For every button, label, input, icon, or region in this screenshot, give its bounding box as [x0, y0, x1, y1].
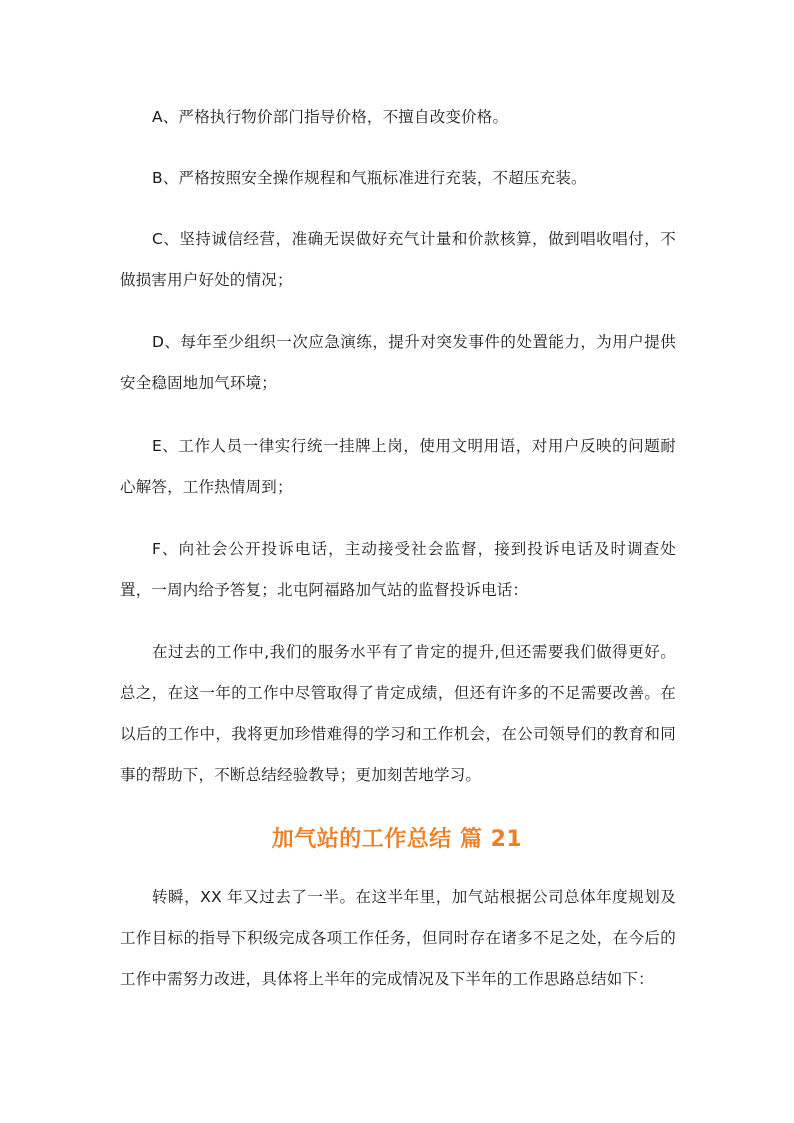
paragraph-item-e: E、工作人员一律实行统一挂牌上岗，使用文明用语，对用户反映的问题耐心解答，工作热情周到；	[120, 437, 676, 496]
paragraph-item-f: F、向社会公开投诉电话，主动接受社会监督，接到投诉电话及时调查处置，一周内给予答复；北屯阿福路加气站的监督投诉电话：	[120, 540, 676, 599]
paragraph-item-d: D、每年至少组织一次应急演练，提升对突发事件的处置能力，为用户提供安全稳固地加气环境；	[120, 333, 676, 392]
paragraph-item-c: C、坚持诚信经营，准确无误做好充气计量和价款核算，做到唱收唱付，不做损害用户好处的情况；	[120, 230, 676, 289]
paragraph-item-a: A、严格执行物价部门指导价格，不擅自改变价格。	[152, 108, 509, 126]
section-heading: 加气站的工作总结 篇 21	[271, 827, 523, 852]
paragraph-intro: 转瞬，XX 年又过去了一半。在这半年里，加气站根据公司总体年度规划及工作目标的指导下积级完成各项工作任务，但同时存在诸多不足之处，在今后的工作中需努力改进，具体将上半年的完成情况及下半年的工作思路总结如下：	[120, 888, 676, 988]
paragraph-item-b: B、严格按照安全操作规程和气瓶标准进行充装，不超压充装。	[152, 169, 587, 187]
paragraph-summary: 在过去的工作中,我们的服务水平有了肯定的提升,但还需要我们做得更好。总之，在这一年的工作中尽管取得了肯定成绩，但还有许多的不足需要改善。在以后的工作中，我将更加珍惜难得的学习和工作机会，在公司领导们的教育和同事的帮助下，不断总结经验教导；更加刻苦地学习。	[120, 643, 676, 784]
